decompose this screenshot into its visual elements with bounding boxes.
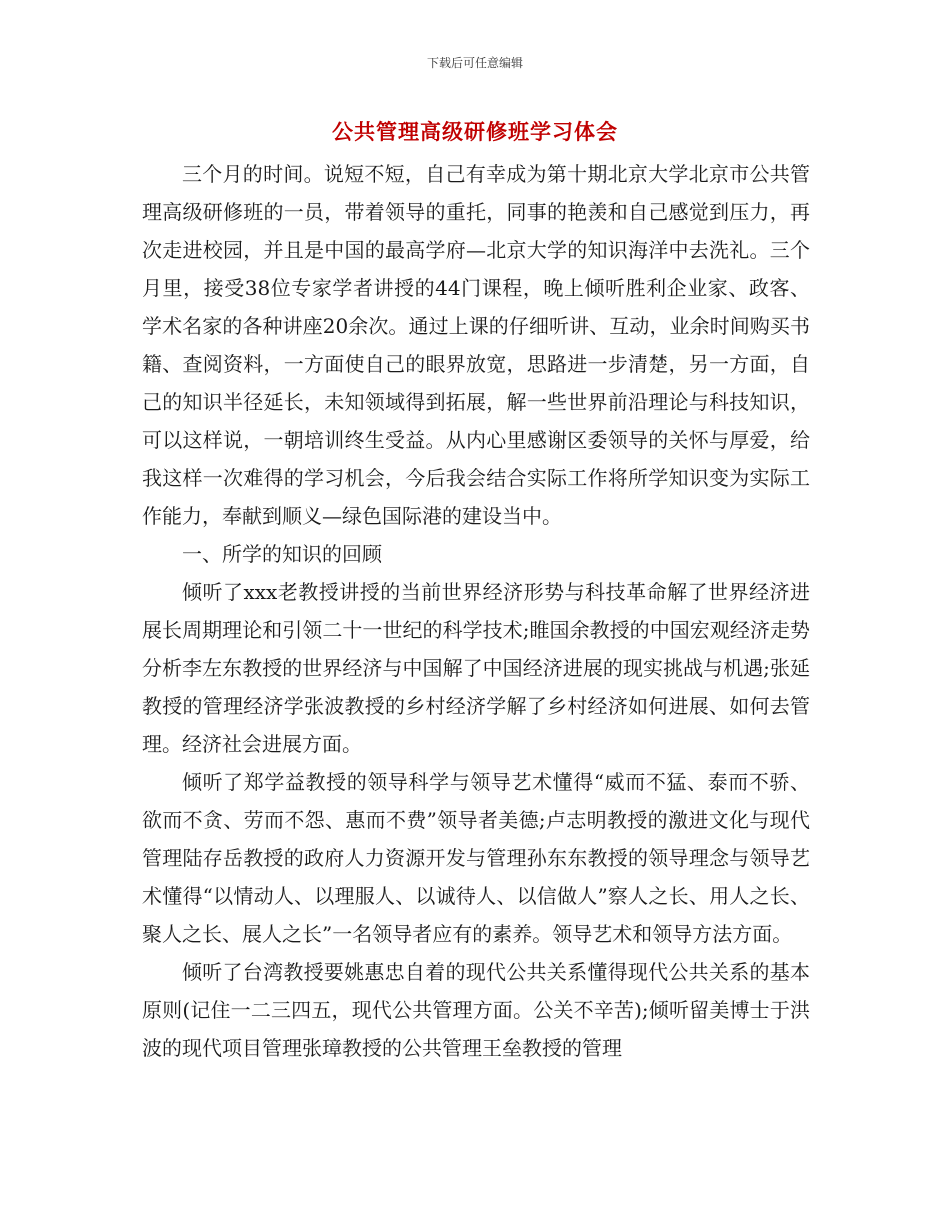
- header-note: 下载后可任意编辑: [426, 56, 523, 70]
- section-heading: 一、所学的知识的回顾: [182, 542, 382, 566]
- paragraph-intro: 三个月的时间。说短不短，自己有幸成为第十期北京大学北京市公共管理高级研修班的一员，带着领导的重托，同事的艳羡和自己感觉到压力，再次走进校园，并且是中国的最高学府—北京大学的知识海洋中去洗礼。三个月里，接受38位专家学者讲授的44门课程，晚上倾听胜利企业家、政客、学术名家的各种讲座20余次。通过上课的仔细听讲、互动，业余时间购买书籍、查阅资料，一方面使自己的眼界放宽，思路进一步清楚，另一方面，自己的知识半径延长，未知领域得到拓展，解一些世界前沿理论与科技知识，可以这样说，一朝培训终生受益。从内心里感谢区委领导的关怀与厚爱，给我这样一次难得的学习机会，今后我会结合实际工作将所学知识变为实际工作能力，奉献到顺义—绿色国际港的建设当中。: [142, 162, 810, 528]
- paragraph-leadership: 倾听了郑学益教授的领导科学与领导艺术懂得“威而不猛、泰而不骄、欲而不贪、劳而不怨、惠而不费”领导者美德;卢志明教授的激进文化与现代管理陆存岳教授的政府人力资源开发与管理孙东东教授的领导理念与领导艺术懂得“以情动人、以理服人、以诚待人、以信做人”察人之长、用人之长、聚人之长、展人之长”一名领导者应有的素养。领导艺术和领导方法方面。: [142, 770, 810, 946]
- paragraph-public-relations: 倾听了台湾教授要姚惠忠自着的现代公共关系懂得现代公共关系的基本原则(记住一二三四五，现代公共管理方面。公关不辛苦);倾听留美博士于洪波的现代项目管理张璋教授的公共管理王垒教授的管理: [142, 960, 810, 1060]
- paragraph-economy: 倾听了xxx老教授讲授的当前世界经济形势与科技革命解了世界经济进展长周期理论和引领二十一世纪的科学技术;睢国余教授的中国宏观经济走势分析李左东教授的世界经济与中国解了中国经济进展的现实挑战与机遇;张延教授的管理经济学张波教授的乡村经济学解了乡村经济如何进展、如何去管理。经济社会进展方面。: [142, 580, 810, 756]
- document-title: 公共管理高级研修班学习体会: [332, 119, 618, 144]
- document-body: [142, 155, 810, 1067]
